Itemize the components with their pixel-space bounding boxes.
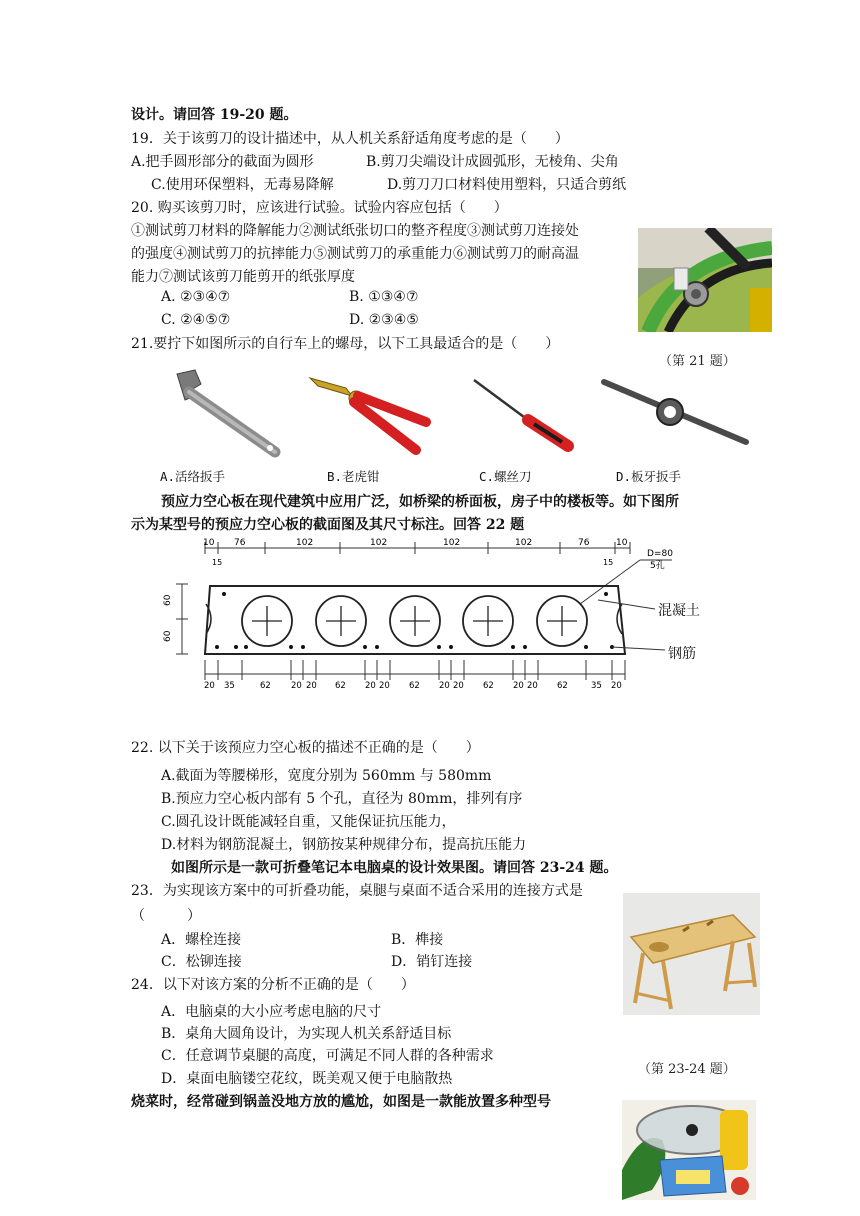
next-question-intro: 烧菜时，经常碰到锅盖没地方放的尴尬，如图是一款能放置多种型号	[131, 1094, 551, 1110]
dim-bottom-14: 20	[527, 681, 538, 691]
dim-small-left: 15	[212, 558, 223, 567]
q20-line-1: ①测试剪刀材料的降解能力②测试纸张切口的整齐程度③测试剪刀连接处	[131, 223, 579, 239]
q24-option-a: A．电脑桌的大小应考虑电脑的尺寸	[161, 1004, 382, 1020]
q24-option-b: B．桌角大圆角设计，为实现人机关系舒适目标	[161, 1026, 452, 1042]
q20-line-3: 能力⑦测试该剪刀能剪开的纸张厚度	[131, 269, 355, 285]
q21-stem: 21.要拧下如图所示的自行车上的螺母，以下工具最适合的是（ ）	[131, 336, 560, 352]
q24-stem: 24．以下对该方案的分析不正确的是（ ）	[131, 977, 415, 993]
q22-option-a: A.截面为等腰梯形，宽度分别为 560mm 与 580mm	[161, 768, 492, 784]
q20-option-d: D. ②③④⑤	[349, 312, 419, 328]
hollow-slab-diagram	[160, 534, 700, 694]
tool-label-c: C.螺丝刀	[479, 469, 532, 484]
pot-lid-holder-photo	[622, 1100, 756, 1200]
dim-bottom-3: 62	[260, 681, 271, 691]
label-concrete: 混凝土	[658, 603, 700, 619]
tool-label-d: D.板牙扳手	[616, 469, 682, 484]
dim-top-4: 102	[370, 538, 388, 548]
q22-stem: 22. 以下关于该预应力空心板的描述不正确的是（ ）	[131, 740, 480, 756]
hole-note-count: 5孔	[650, 561, 665, 571]
tool-label-b: B.老虎钳	[327, 469, 380, 484]
q23-option-d: D．销钉连接	[391, 954, 473, 970]
q22-option-b: B.预应力空心板内部有 5 个孔，直径为 80mm，排列有序	[161, 791, 523, 807]
q24-option-c: C．任意调节桌腿的高度，可满足不同人群的各种需求	[161, 1048, 494, 1064]
q19-option-b: B.剪刀尖端设计成圆弧形，无棱角、尖角	[366, 154, 619, 170]
dim-bottom-17: 20	[611, 681, 622, 691]
dim-bottom-16: 35	[591, 681, 602, 691]
q19-option-d: D.剪刀刀口材料使用塑料，只适合剪纸	[387, 177, 627, 193]
q24-option-d: D．桌面电脑镂空花纹，既美观又便于电脑散热	[161, 1071, 453, 1087]
q20-line-2: 的强度④测试剪刀的抗摔能力⑤测试剪刀的承重能力⑥测试剪刀的耐高温	[131, 246, 579, 262]
hole-note-diameter: D=80	[647, 549, 673, 559]
q23-stem: 23．为实现该方案中的可折叠功能，桌腿与桌面不适合采用的连接方式是	[131, 883, 583, 899]
tool-label-a: A.活络扳手	[160, 469, 226, 484]
q23-option-c: C．松铆连接	[161, 954, 242, 970]
intro-line: 设计。请回答 19-20 题。	[131, 107, 298, 123]
dim-top-6: 102	[515, 538, 533, 548]
q23-answer-paren: （ ）	[131, 908, 201, 924]
dim-top-8: 10	[616, 538, 628, 548]
q20-option-a: A. ②③④⑦	[161, 289, 231, 305]
die-wrench-image	[600, 376, 750, 446]
dim-top-1: 10	[203, 538, 215, 548]
dim-top-3: 102	[296, 538, 314, 548]
dim-top-2: 76	[234, 538, 246, 548]
q20-option-b: B. ①③④⑦	[349, 289, 419, 305]
q23-24-caption: （第 23-24 题）	[638, 1062, 736, 1077]
q22-intro-line-2: 示为某型号的预应力空心板的截面图及其尺寸标注。回答 22 题	[131, 517, 525, 533]
dim-top-7: 76	[578, 538, 590, 548]
q19-option-c: C.使用环保塑料，无毒易降解	[151, 177, 334, 193]
dim-small-right: 15	[603, 558, 614, 567]
dim-side-bottom: 60	[163, 630, 173, 642]
laptop-desk-photo	[623, 893, 760, 1015]
q22-intro-line-1: 预应力空心板在现代建筑中应用广泛，如桥梁的桥面板，房子中的楼板等。如下图所	[161, 494, 679, 510]
dim-bottom-13: 20	[513, 681, 524, 691]
q23-option-a: A．螺栓连接	[161, 932, 242, 948]
bicycle-nut-photo	[638, 228, 772, 332]
dim-top-5: 102	[443, 538, 461, 548]
screwdriver-image	[470, 374, 580, 454]
dim-bottom-5: 20	[306, 681, 317, 691]
dim-bottom-11: 20	[453, 681, 464, 691]
dim-bottom-15: 62	[557, 681, 568, 691]
dim-bottom-8: 20	[379, 681, 390, 691]
dim-bottom-2: 35	[224, 681, 235, 691]
label-rebar: 钢筋	[668, 646, 696, 662]
adjustable-wrench-image	[165, 366, 285, 461]
q23-option-b: B．榫接	[391, 932, 444, 948]
dim-side-top: 60	[163, 594, 173, 606]
dim-bottom-6: 62	[335, 681, 346, 691]
q20-stem: 20. 购买该剪刀时，应该进行试验。试验内容应包括（ ）	[131, 200, 508, 216]
q19-stem: 19．关于该剪刀的设计描述中，从人机关系舒适角度考虑的是（ ）	[131, 131, 569, 147]
dim-bottom-4: 20	[291, 681, 302, 691]
q19-option-a: A.把手圆形部分的截面为圆形	[131, 154, 314, 170]
dim-bottom-1: 20	[204, 681, 215, 691]
dim-bottom-12: 62	[483, 681, 494, 691]
q23-intro: 如图所示是一款可折叠笔记本电脑桌的设计效果图。请回答 23-24 题。	[171, 860, 618, 876]
q22-option-d: D.材料为钢筋混凝土，钢筋按某种规律分布，提高抗压能力	[161, 837, 527, 853]
q22-option-c: C.圆孔设计既能减轻自重，又能保证抗压能力，	[161, 814, 456, 830]
pliers-image	[306, 366, 436, 456]
dim-bottom-10: 20	[439, 681, 450, 691]
dim-bottom-9: 62	[409, 681, 420, 691]
q20-option-c: C. ②④⑤⑦	[161, 312, 231, 328]
q21-caption: （第 21 题）	[659, 354, 736, 369]
dim-bottom-7: 20	[365, 681, 376, 691]
